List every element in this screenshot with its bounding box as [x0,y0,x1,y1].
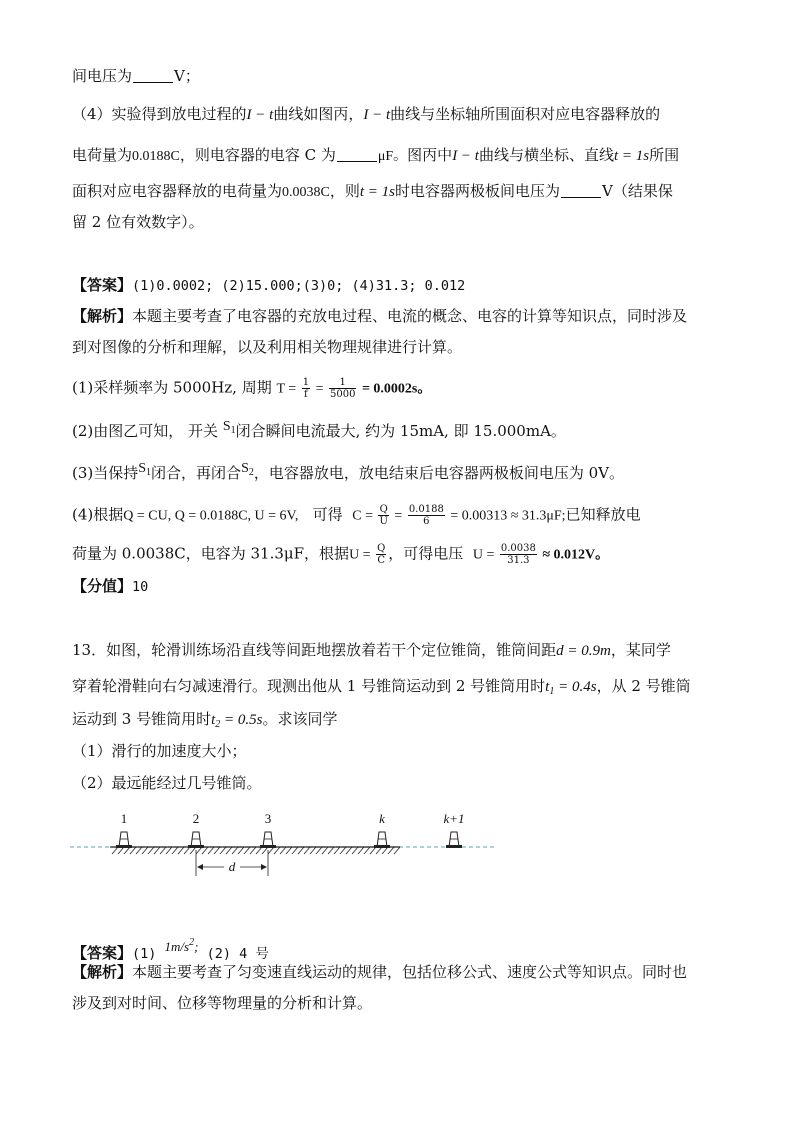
solution-step: (4)根据Q = CU, Q = 0.0188C, U = 6V, 可得 C = $\frac{Q}{U}$ = $\frac{0.0188}{6}$ = 0.00313 ≈ 31.3μF;已知释放电 [72,504,641,527]
fraction: $\frac{1}{5000}$ [329,377,356,400]
paragraph-line: 电荷量为0.0188C，则电容器的电容 C 为 μF。图丙中I − t曲线与横坐标、直线t = 1s所围 [72,146,680,164]
explanation-line: 涉及到对时间、位移等物理量的分析和计算。 [72,994,373,1012]
cone-k-plus-1 [446,832,462,848]
cone-1 [116,832,132,848]
solution-step: (3)当保持$S_1$闭合，再闭合$S_2$，电容器放电，放电结束后电容器两极板间电压为 0V。 [72,461,625,482]
solution-step: (1)采样频率为 5000Hz, 周期 T = $\frac{1}{f}$ = $\frac{1}{5000}$ = 0.0002s。 [72,377,432,400]
fraction: $\frac{Q}{C}$ [377,543,386,566]
explanation-line: 【解析】本题主要考查了电容器的充放电过程、电流的概念、电容的计算等知识点，同时涉及 [72,307,688,325]
cone-k [374,832,390,848]
solution-step: (2)由图乙可知， 开关 $S_1$闭合瞬间电流最大, 约为 15mA, 即 15.000mA。 [72,419,566,440]
cone-label-k: k [379,811,385,826]
cone-2 [188,832,204,848]
fraction: $\frac{0.0188}{6}$ [408,504,444,527]
fraction: $\frac{1}{f}$ [302,377,310,400]
paragraph-line: 留 2 位有效数字）。 [72,213,204,231]
cone-3 [260,832,276,848]
cone-diagram [70,806,500,884]
cone-label-1: 1 [120,811,128,826]
distance-label: d [228,859,236,874]
question-line: 13．如图，轮滑训练场沿直线等间距地摆放着若干个定位锥筒，锥筒间距d = 0.9m，某同学 [72,641,671,659]
question-line: （2）最远能经过几号锥筒。 [72,774,262,792]
cone-label-3: 3 [264,811,272,826]
score-line: 【分值】10 [72,577,149,595]
cone-label-2: 2 [192,811,200,826]
solution-step: 荷量为 0.0038C，电容为 31.3μF，根据U = $\frac{Q}{C}$ ，可得电压 U = $\frac{0.0038}{31.3}$ ≈ 0.012V。 [72,543,610,566]
paragraph-line: （4）实验得到放电过程的I − t曲线如图丙，I − t曲线与坐标轴所围面积对应电容器释放的 [72,105,661,123]
paragraph-line: 面积对应电容器释放的电荷量为0.0038C，则t = 1s时电容器两极板间电压为 V（结果保 [72,182,673,200]
fraction: $\frac{Q}{U}$ [379,504,388,527]
cone-label-k-plus-1: k+1 [443,811,465,826]
answer-line: 【答案】(1)0.0002; (2)15.000;(3)0; (4)31.3; 0.012 [72,276,466,294]
explanation-line: 到对图像的分析和理解，以及利用相关物理规律进行计算。 [72,338,463,356]
answer-blank [133,68,173,83]
fraction: $\frac{0.0038}{31.3}$ [500,543,536,566]
question-line: 穿着轮滑鞋向右匀减速滑行。现测出他从 1 号锥筒运动到 2 号锥筒用时$t_1 = 0.4s$，从 2 号锥筒 [72,677,691,697]
question-line: 运动到 3 号锥筒用时$t_2 = 0.5s$。求该同学 [72,710,338,730]
question-line: （1）滑行的加速度大小； [72,742,247,760]
explanation-line: 【解析】本题主要考查了匀变速直线运动的规律，包括位移公式、速度公式等知识点。同时也 [72,963,688,981]
paragraph-line: 间电压为 V； [72,67,200,85]
answer-blank [561,183,601,198]
answer-blank [337,147,377,162]
answer-line: 【答案】(1) $1m/s^2$; (2) 4 号 [72,937,269,962]
